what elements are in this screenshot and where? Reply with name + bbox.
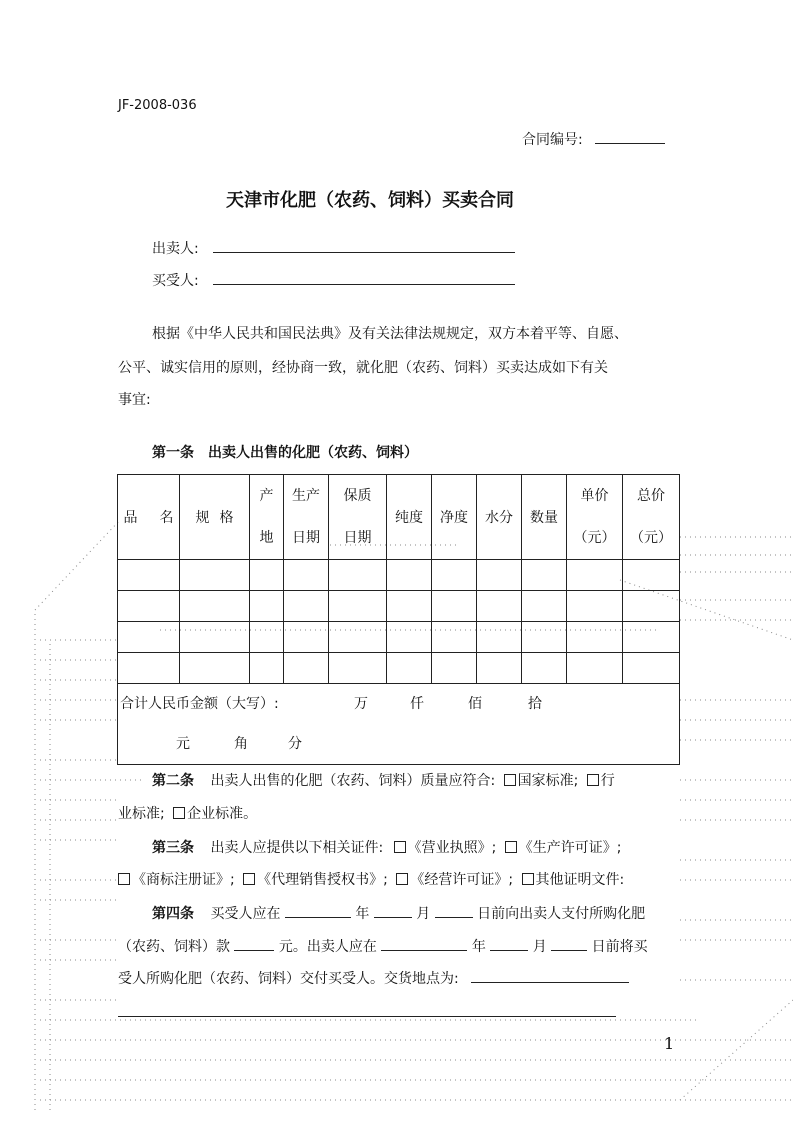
table-cell[interactable] [432,653,477,684]
table-cell[interactable] [118,591,180,622]
table-cell[interactable] [250,622,284,653]
table-cell[interactable] [284,591,329,622]
article-2-line-1 [152,770,615,790]
table-cell[interactable] [180,622,250,653]
table-cell[interactable] [387,653,432,684]
table-header-row [118,475,680,560]
col-header-name: 品 名 [118,475,180,560]
industry-standard-label-a: 行 [600,773,615,789]
contract-number-row [522,129,665,149]
article-4-line-2 [118,936,648,956]
table-cell[interactable] [250,653,284,684]
table-cell[interactable] [522,591,567,622]
table-cell[interactable] [284,560,329,591]
table-row [118,591,680,622]
delivery-day-field[interactable] [551,950,587,951]
seller-field[interactable] [213,252,515,253]
article-2-line-2 [118,803,257,823]
table-cell[interactable] [567,560,623,591]
table-cell[interactable] [522,622,567,653]
contract-number-label: 合同编号: [522,132,583,148]
unit-yuan: 元 [176,736,190,752]
other-docs-checkbox[interactable] [522,873,534,885]
table-cell[interactable] [118,560,180,591]
col-header-net: 净度 [432,475,477,560]
national-standard-checkbox[interactable] [504,774,516,786]
table-cell[interactable] [180,653,250,684]
page-number: 1 [664,1034,675,1053]
enterprise-standard-checkbox[interactable] [173,807,185,819]
table-cell[interactable] [284,622,329,653]
article-4-line-3 [118,968,629,988]
col-header-shelf-life: 保质 日期 [329,475,387,560]
col-header-purity: 纯度 [387,475,432,560]
table-cell[interactable] [180,560,250,591]
table-cell[interactable] [387,622,432,653]
document-code: JF-2008-036 [118,98,197,113]
product-table [117,474,680,765]
article-3-text: 出卖人应提供以下相关证件: [210,840,384,856]
article-4-text-2: 日前向出卖人支付所购化肥 [477,906,646,922]
preamble-line-3: 事宜: [118,392,151,408]
col-header-total-price: 总价 （元） [623,475,680,560]
table-cell[interactable] [387,591,432,622]
year-label: 年 [355,906,370,922]
table-cell[interactable] [118,653,180,684]
article-4-text-1: 买受人应在 [210,906,281,922]
table-cell[interactable] [250,591,284,622]
table-row [118,560,680,591]
col-header-production-date: 生产 日期 [284,475,329,560]
delivery-month-field[interactable] [490,950,528,951]
table-cell[interactable] [522,653,567,684]
article-4-text-4: 元。出卖人应在 [278,939,377,955]
table-cell[interactable] [329,591,387,622]
buyer-field[interactable] [213,284,515,285]
article-3-line-1 [152,837,622,857]
payment-day-field[interactable] [435,917,473,918]
unit-fen: 分 [288,736,302,752]
contract-number-field[interactable] [595,143,665,144]
agency-authorization-label: 《代理销售授权书》; [257,872,388,888]
article-2-title: 第二条 [152,773,194,789]
table-cell[interactable] [432,622,477,653]
business-license-checkbox[interactable] [394,841,406,853]
payment-month-field[interactable] [374,917,412,918]
total-amount-label: 合计人民币金额（大写）: [120,696,279,712]
article-4-text-3: （农药、饲料）款 [118,939,230,955]
unit-bai: 佰 [468,696,482,712]
operating-permit-label: 《经营许可证》; [410,872,514,888]
col-header-spec: 规 格 [180,475,250,560]
table-cell[interactable] [477,653,522,684]
total-amount-cell[interactable] [118,684,680,765]
enterprise-standard-label: 企业标准。 [187,806,258,822]
article-4-line-4 [118,1002,616,1021]
payment-year-field[interactable] [285,917,351,918]
year-label: 年 [471,939,486,955]
table-cell[interactable] [432,560,477,591]
operating-permit-checkbox[interactable] [396,873,408,885]
table-cell[interactable] [623,560,680,591]
table-cell[interactable] [250,560,284,591]
unit-jiao: 角 [234,736,248,752]
col-header-quantity: 数量 [522,475,567,560]
article-4-text-6: 受人所购化肥（农药、饲料）交付买受人。交货地点为: [118,971,459,987]
table-cell[interactable] [329,560,387,591]
seller-row [152,238,515,258]
table-cell[interactable] [329,653,387,684]
month-label: 月 [532,939,547,955]
buyer-row [152,270,515,290]
unit-shi: 拾 [528,696,542,712]
preamble-line-2: 公平、诚实信用的原则，经协商一致，就化肥（农药、饲料）买卖达成如下有关 [118,360,608,376]
table-cell[interactable] [623,622,680,653]
article-4-text-5: 日前将买 [591,939,648,955]
table-cell[interactable] [567,622,623,653]
col-header-origin: 产 地 [250,475,284,560]
table-cell[interactable] [477,622,522,653]
table-cell[interactable] [432,591,477,622]
table-cell[interactable] [567,653,623,684]
agency-authorization-checkbox[interactable] [243,873,255,885]
production-permit-checkbox[interactable] [505,841,517,853]
payment-amount-field[interactable] [234,950,274,951]
article-2-text: 出卖人出售的化肥（农药、饲料）质量应符合: [210,773,496,789]
unit-qian: 仟 [410,696,424,712]
col-header-unit-price: 单价 （元） [567,475,623,560]
table-cell[interactable] [477,591,522,622]
table-cell[interactable] [387,560,432,591]
table-cell[interactable] [477,560,522,591]
article-4-title: 第四条 [152,906,194,922]
table-cell[interactable] [284,653,329,684]
buyer-label: 买受人: [152,273,199,289]
table-cell[interactable] [567,591,623,622]
preamble-line-1: 根据《中华人民共和国民法典》及有关法律法规规定，双方本着平等、自愿、 [152,326,628,342]
delivery-location-continued-field[interactable] [118,1002,616,1017]
month-label: 月 [416,906,431,922]
industry-standard-label-b: 业标准; [118,806,165,822]
trademark-cert-label: 《商标注册证》; [132,872,235,888]
table-cell[interactable] [329,622,387,653]
table-row [118,622,680,653]
business-license-label: 《营业执照》; [407,840,497,856]
page-title: 天津市化肥（农药、饲料）买卖合同 [226,190,514,211]
other-docs-label: 其他证明文件: [535,872,625,888]
table-row [118,653,680,684]
production-permit-label: 《生产许可证》; [518,840,622,856]
unit-wan: 万 [354,696,368,712]
article-3-line-2 [118,869,624,889]
table-cell[interactable] [623,653,680,684]
table-cell[interactable] [180,591,250,622]
total-amount-row [118,684,680,765]
seller-label: 出卖人: [152,241,199,257]
delivery-year-field[interactable] [381,950,467,951]
national-standard-label: 国家标准; [517,773,579,789]
table-cell[interactable] [623,591,680,622]
col-header-moisture: 水分 [477,475,522,560]
delivery-location-field[interactable] [471,982,629,983]
table-cell[interactable] [118,622,180,653]
industry-standard-checkbox[interactable] [587,774,599,786]
trademark-cert-checkbox[interactable] [118,873,130,885]
table-cell[interactable] [522,560,567,591]
article-1-title: 第一条 出卖人出售的化肥（农药、饲料） [152,445,418,461]
article-4-line-1 [152,903,645,923]
article-3-title: 第三条 [152,840,194,856]
